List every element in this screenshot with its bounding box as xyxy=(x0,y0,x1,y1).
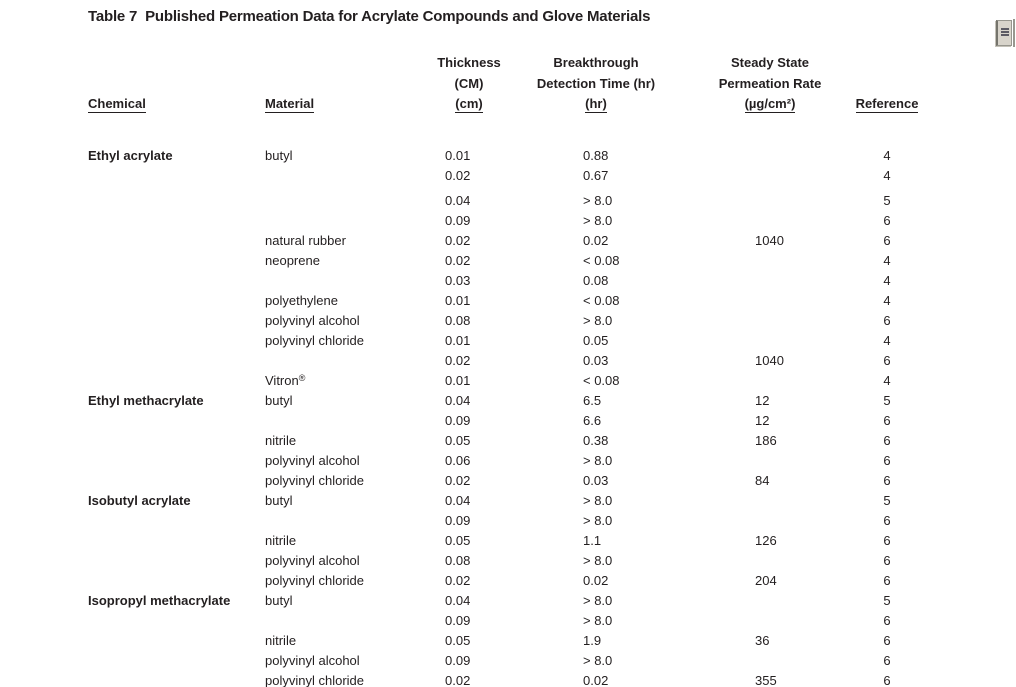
cell-material: butyl xyxy=(265,393,293,408)
cell-reference: 4 xyxy=(883,333,891,348)
cell-rate xyxy=(755,451,835,471)
cell-breakthrough: 0.05 xyxy=(583,333,609,348)
cell-chemical xyxy=(88,611,263,631)
cell-reference: 5 xyxy=(883,393,891,408)
cell-thickness: 0.02 xyxy=(445,168,471,183)
column-header-thickness: Thickness (CM) (cm) xyxy=(437,55,501,111)
grip-lines-icon xyxy=(1001,28,1009,37)
cell-breakthrough: 6.5 xyxy=(583,393,602,408)
cell-thickness: 0.05 xyxy=(445,433,471,448)
cell-thickness: 0.01 xyxy=(445,148,471,163)
table-row xyxy=(0,451,1016,471)
cell-thickness: 0.01 xyxy=(445,373,471,388)
cell-thickness: 0.05 xyxy=(445,633,471,648)
cell-reference: 6 xyxy=(883,233,891,248)
cell-reference: 6 xyxy=(883,513,891,528)
cell-rate xyxy=(755,611,835,631)
cell-breakthrough: > 8.0 xyxy=(583,513,613,528)
cell-breakthrough: < 0.08 xyxy=(583,373,620,388)
cell-rate: 12 xyxy=(755,393,770,408)
cell-rate xyxy=(755,591,835,611)
cell-material: nitrile xyxy=(265,433,297,448)
cell-breakthrough: > 8.0 xyxy=(583,593,613,608)
cell-rate xyxy=(755,271,835,291)
cell-thickness: 0.02 xyxy=(445,233,471,248)
table-row xyxy=(0,146,1016,166)
table-row xyxy=(0,166,1016,186)
cell-chemical: Ethyl methacrylate xyxy=(88,393,204,408)
cell-chemical xyxy=(88,551,263,571)
cell-breakthrough: 0.02 xyxy=(583,673,609,687)
cell-reference: 4 xyxy=(883,168,891,183)
cell-material: polyethylene xyxy=(265,293,338,308)
cell-reference: 6 xyxy=(883,673,891,687)
cell-reference: 6 xyxy=(883,353,891,368)
cell-chemical xyxy=(88,451,263,471)
cell-rate: 1040 xyxy=(755,353,784,368)
cell-rate: 1040 xyxy=(755,233,784,248)
table-row xyxy=(0,671,1016,687)
cell-chemical xyxy=(88,471,263,491)
column-header-reference: Reference xyxy=(855,96,919,111)
cell-chemical xyxy=(88,271,263,291)
table-row xyxy=(0,211,1016,231)
cell-material: polyvinyl chloride xyxy=(265,573,364,588)
cell-rate xyxy=(755,211,835,231)
cell-rate xyxy=(755,311,835,331)
cell-breakthrough: 1.9 xyxy=(583,633,602,648)
cell-material: nitrile xyxy=(265,633,297,648)
cell-breakthrough: > 8.0 xyxy=(583,493,613,508)
cell-thickness: 0.09 xyxy=(445,513,471,528)
cell-breakthrough: > 8.0 xyxy=(583,213,613,228)
table-row xyxy=(0,271,1016,291)
cell-breakthrough: 0.08 xyxy=(583,273,609,288)
table-row xyxy=(0,191,1016,211)
cell-thickness: 0.05 xyxy=(445,533,471,548)
cell-rate: 84 xyxy=(755,473,770,488)
table-row xyxy=(0,611,1016,631)
cell-chemical xyxy=(88,231,263,251)
cell-breakthrough: 0.67 xyxy=(583,168,609,183)
table-row xyxy=(0,471,1016,491)
cell-reference: 5 xyxy=(883,593,891,608)
cell-material xyxy=(265,211,433,231)
cell-chemical xyxy=(88,331,263,351)
column-header-material: Material xyxy=(265,96,315,111)
cell-reference: 6 xyxy=(883,453,891,468)
cell-thickness: 0.09 xyxy=(445,613,471,628)
cell-material: butyl xyxy=(265,493,293,508)
table-row xyxy=(0,551,1016,571)
table-row xyxy=(0,411,1016,431)
cell-material: polyvinyl alcohol xyxy=(265,453,360,468)
table-row xyxy=(0,291,1016,311)
cell-reference: 5 xyxy=(883,493,891,508)
column-header-chemical: Chemical xyxy=(88,96,146,111)
cell-reference: 4 xyxy=(883,293,891,308)
cell-material: polyvinyl chloride xyxy=(265,333,364,348)
column-header-steady-state-rate: Steady State Permeation Rate (µg/cm²) xyxy=(718,55,822,111)
cell-thickness: 0.04 xyxy=(445,493,471,508)
cell-material: polyvinyl chloride xyxy=(265,473,364,488)
cell-reference: 6 xyxy=(883,473,891,488)
table-row xyxy=(0,491,1016,511)
cell-rate xyxy=(755,651,835,671)
cell-rate xyxy=(755,166,835,186)
table-row xyxy=(0,531,1016,551)
cell-rate xyxy=(755,551,835,571)
cell-thickness: 0.09 xyxy=(445,653,471,668)
cell-material xyxy=(265,611,433,631)
cell-reference: 4 xyxy=(883,273,891,288)
table-row xyxy=(0,651,1016,671)
cell-material: neoprene xyxy=(265,253,320,268)
cell-reference: 6 xyxy=(883,613,891,628)
cell-reference: 6 xyxy=(883,533,891,548)
cell-thickness: 0.02 xyxy=(445,473,471,488)
cell-rate xyxy=(755,491,835,511)
cell-chemical xyxy=(88,191,263,211)
cell-breakthrough: 0.02 xyxy=(583,573,609,588)
cell-rate xyxy=(755,511,835,531)
table-row xyxy=(0,351,1016,371)
cell-chemical xyxy=(88,671,263,687)
cell-material: polyvinyl chloride xyxy=(265,673,364,687)
cell-rate xyxy=(755,191,835,211)
cell-rate xyxy=(755,371,835,391)
cell-thickness: 0.03 xyxy=(445,273,471,288)
cell-reference: 6 xyxy=(883,653,891,668)
cell-reference: 6 xyxy=(883,433,891,448)
cell-chemical: Isobutyl acrylate xyxy=(88,493,191,508)
cell-chemical xyxy=(88,311,263,331)
cell-breakthrough: > 8.0 xyxy=(583,453,613,468)
cell-breakthrough: > 8.0 xyxy=(583,313,613,328)
table-row xyxy=(0,371,1016,391)
cell-breakthrough: > 8.0 xyxy=(583,613,613,628)
cell-thickness: 0.04 xyxy=(445,193,471,208)
cell-reference: 6 xyxy=(883,213,891,228)
cell-thickness: 0.09 xyxy=(445,413,471,428)
cell-chemical xyxy=(88,371,263,391)
cell-thickness: 0.04 xyxy=(445,393,471,408)
cell-reference: 6 xyxy=(883,633,891,648)
cell-breakthrough: 0.03 xyxy=(583,473,609,488)
cell-chemical: Ethyl acrylate xyxy=(88,148,173,163)
cell-chemical xyxy=(88,166,263,186)
cell-chemical xyxy=(88,511,263,531)
cell-rate: 186 xyxy=(755,433,777,448)
cell-material xyxy=(265,411,433,431)
cell-thickness: 0.01 xyxy=(445,333,471,348)
cell-rate: 355 xyxy=(755,673,777,687)
pane-edge-divider xyxy=(1013,19,1015,47)
cell-material: polyvinyl alcohol xyxy=(265,313,360,328)
table-row xyxy=(0,431,1016,451)
cell-rate xyxy=(755,251,835,271)
cell-rate: 204 xyxy=(755,573,777,588)
cell-breakthrough: 0.02 xyxy=(583,233,609,248)
cell-material: natural rubber xyxy=(265,233,346,248)
column-header-breakthrough: Breakthrough Detection Time (hr) (hr) xyxy=(536,55,656,111)
cell-breakthrough: 0.03 xyxy=(583,353,609,368)
table-row xyxy=(0,571,1016,591)
cell-breakthrough: < 0.08 xyxy=(583,253,620,268)
cell-rate xyxy=(755,291,835,311)
cell-chemical xyxy=(88,211,263,231)
cell-thickness: 0.02 xyxy=(445,253,471,268)
cell-material: polyvinyl alcohol xyxy=(265,653,360,668)
table-row xyxy=(0,391,1016,411)
cell-breakthrough: > 8.0 xyxy=(583,553,613,568)
table-row xyxy=(0,251,1016,271)
cell-thickness: 0.06 xyxy=(445,453,471,468)
scrollbar-handle[interactable] xyxy=(996,20,1012,46)
cell-rate xyxy=(755,146,835,166)
cell-thickness: 0.04 xyxy=(445,593,471,608)
table-row xyxy=(0,631,1016,651)
table-row xyxy=(0,511,1016,531)
cell-thickness: 0.02 xyxy=(445,673,471,687)
cell-reference: 4 xyxy=(883,253,891,268)
cell-breakthrough: > 8.0 xyxy=(583,193,613,208)
cell-chemical xyxy=(88,351,263,371)
registered-trademark-symbol: ® xyxy=(298,373,306,383)
cell-reference: 4 xyxy=(883,373,891,388)
cell-rate: 126 xyxy=(755,533,777,548)
table-row xyxy=(0,331,1016,351)
cell-material xyxy=(265,351,433,371)
table-body xyxy=(0,146,1016,687)
cell-material: butyl xyxy=(265,593,293,608)
cell-chemical xyxy=(88,571,263,591)
cell-reference: 4 xyxy=(883,148,891,163)
cell-reference: 6 xyxy=(883,413,891,428)
cell-reference: 5 xyxy=(883,193,891,208)
cell-thickness: 0.08 xyxy=(445,313,471,328)
cell-thickness: 0.02 xyxy=(445,353,471,368)
cell-chemical xyxy=(88,251,263,271)
cell-chemical xyxy=(88,431,263,451)
cell-breakthrough: 1.1 xyxy=(583,533,602,548)
cell-material xyxy=(265,511,433,531)
cell-reference: 6 xyxy=(883,553,891,568)
cell-material: butyl xyxy=(265,148,293,163)
table-title: Table 7 Published Permeation Data for Acrylate Compounds and Glove Materials xyxy=(88,8,651,25)
cell-rate xyxy=(755,331,835,351)
cell-reference: 6 xyxy=(883,573,891,588)
table-row xyxy=(0,591,1016,611)
cell-chemical xyxy=(88,651,263,671)
cell-thickness: 0.08 xyxy=(445,553,471,568)
cell-material: polyvinyl alcohol xyxy=(265,553,360,568)
cell-breakthrough: > 8.0 xyxy=(583,653,613,668)
cell-breakthrough: 0.38 xyxy=(583,433,609,448)
cell-chemical xyxy=(88,631,263,651)
table-row xyxy=(0,311,1016,331)
cell-breakthrough: < 0.08 xyxy=(583,293,620,308)
cell-material xyxy=(265,191,433,211)
cell-rate: 36 xyxy=(755,633,770,648)
cell-material xyxy=(265,271,433,291)
cell-material: Vitron® xyxy=(265,373,306,388)
cell-thickness: 0.09 xyxy=(445,213,471,228)
cell-reference: 6 xyxy=(883,313,891,328)
cell-chemical xyxy=(88,411,263,431)
cell-chemical: Isopropyl methacrylate xyxy=(88,593,231,608)
cell-thickness: 0.01 xyxy=(445,293,471,308)
cell-material xyxy=(265,166,433,186)
cell-chemical xyxy=(88,291,263,311)
cell-thickness: 0.02 xyxy=(445,573,471,588)
cell-breakthrough: 6.6 xyxy=(583,413,602,428)
cell-breakthrough: 0.88 xyxy=(583,148,609,163)
table-row xyxy=(0,231,1016,251)
cell-chemical xyxy=(88,531,263,551)
cell-material: nitrile xyxy=(265,533,297,548)
cell-rate: 12 xyxy=(755,413,770,428)
